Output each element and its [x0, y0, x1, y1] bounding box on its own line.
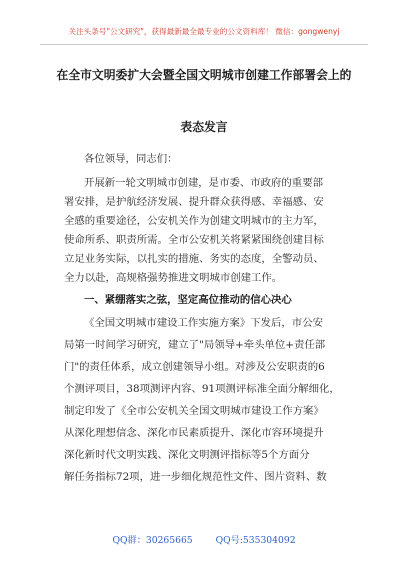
- footer-qq-number: QQ号:535304092: [215, 535, 296, 546]
- footer-qq-group: QQ群：30265665: [112, 535, 193, 546]
- paragraph-2-line: 《全国文明城市建设工作实施方案》下发后，市公安: [84, 317, 323, 329]
- paragraph-1-line: 立足业务实际，以扎实的措施、务实的态度，全警动员、: [64, 253, 324, 265]
- header-banner: 关注头条号"公文研究"，获得最新最全最专业的公文资料库！ 微信：gongwenyj: [68, 27, 340, 36]
- paragraph-2-line: 门"的责任体系，成立创建领导小组。对涉及公安职责的6: [64, 361, 325, 373]
- section-heading-1: 一、紧绷落实之弦，坚定高位推动的信心决心: [84, 294, 292, 306]
- paragraph-2-line: 制定印发了《全市公安机关全国文明城市建设工作方案》: [64, 405, 324, 417]
- paragraph-1-line: 署安排，是护航经济发展、提升群众获得感、幸福感、安: [64, 196, 324, 208]
- salutation: 各位领导，同志们：: [84, 153, 178, 165]
- paragraph-1-line: 全力以赴，高规格强势推进文明城市创建工作。: [64, 272, 283, 284]
- paragraph-1-line: 全感的重要途径，公安机关作为创建文明城市的主力军，: [64, 215, 324, 227]
- document-title-line-2: 表态发言: [180, 120, 228, 134]
- paragraph-1-line: 使命所系、职责所需。全市公安机关将紧紧围绕创建目标: [64, 234, 324, 246]
- footer-contact: [0, 532, 408, 546]
- paragraph-2-line: 解任务指标72项，进一步细化规范性文件、图片资料、数: [64, 471, 327, 483]
- paragraph-2-line: 从深化理想信念、深化市民素质提升、深化市容环境提升: [64, 427, 324, 439]
- document-title-line-1: 在全市文明委扩大会暨全国文明城市创建工作部署会上的: [56, 68, 352, 82]
- paragraph-2-line: 深化新时代文明实践、深化文明测评指标等5个方面分: [64, 449, 310, 461]
- header-divider: [40, 44, 368, 45]
- paragraph-2-line: 个测评项目，38项测评内容、91项测评标准全面分解细化，: [64, 383, 340, 395]
- paragraph-2-line: 局第一时间学习研究，建立了"局领导+牵头单位+责任部: [64, 339, 326, 351]
- paragraph-1-line: 开展新一轮文明城市创建，是市委、市政府的重要部: [84, 177, 323, 189]
